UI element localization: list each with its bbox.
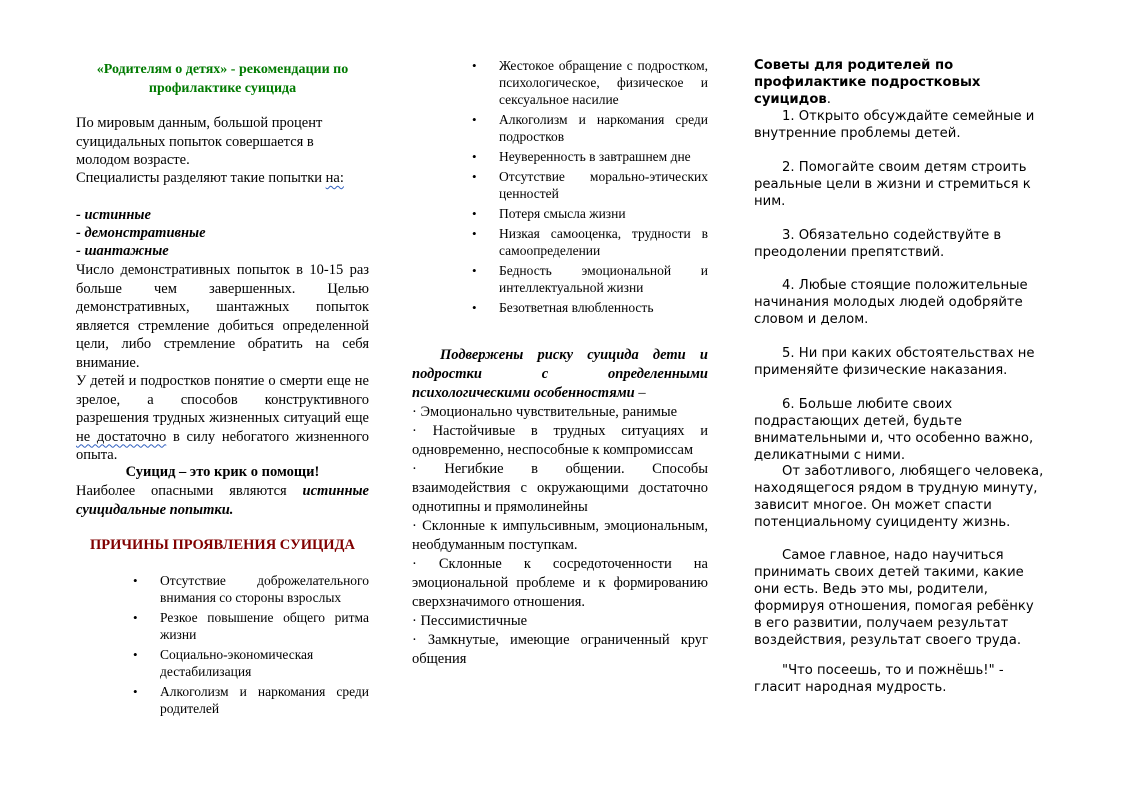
tip-2: 2. Помогайте своим детям строить реальные цели в жизни и стремиться к ним.: [754, 160, 1031, 209]
tip-6: 6. Больше любите своих подрастающих детей, будьте внимательными и, что особенно важно, деликатными с ними.: [754, 397, 1034, 463]
folk-wisdom: "Что посеешь, то и пожнёшь!" - гласит народная мудрость.: [754, 663, 1004, 695]
tip-1: 1. Открыто обсуждайте семейные и внутренние проблемы детей.: [754, 109, 1035, 141]
brochure-title: «Родителям о детях» - рекомендации по профилактике суицида: [96, 62, 349, 96]
death-concept-paragraph: У детей и подростков понятие о смерти еще не зрелое, а способов конструктивного разрешения трудных жизненных ситуаций еще не достаточно в силу небогатого жизненного опыта.: [76, 373, 369, 463]
risk-section: [412, 346, 708, 669]
list-item: • Алкоголизм и наркомания среди родителей: [160, 683, 369, 717]
trait-item: · Пессимистичные: [412, 613, 528, 629]
tip-3: 3. Обязательно содействуйте в преодолении препятствий.: [754, 228, 1002, 260]
list-item: • Бедность эмоциональной и интеллектуальной жизни: [499, 262, 708, 296]
intro-paragraph: По мировым данным, большой процент суицидальных попыток совершается в молодом возрасте.: [76, 115, 323, 168]
list-item: • Безответная влюбленность: [499, 299, 708, 316]
causes-heading: ПРИЧИНЫ ПРОЯВЛЕНИЯ СУИЦИДА: [89, 537, 355, 553]
list-item: • Жестокое обращение с подростком, психологическое, физическое и сексуальное насилие: [499, 57, 708, 108]
list-item: • Отсутствие доброжелательного внимания со стороны взрослых: [160, 572, 369, 606]
trait-item: · Настойчивые в трудных ситуациях и одновременно, неспособные к компромиссам: [412, 423, 708, 458]
danger-paragraph: Наиболее опасными являются истинные суицидальные попытки.: [76, 483, 369, 518]
list-item: • Неуверенность в завтрашнем дне: [499, 148, 708, 165]
acceptance-paragraph: Самое главное, надо научиться принимать своих детей такими, какие они есть. Ведь это мы, родители, формируя отношения, помогая ребёнку в его развитии, получаем результат воздействия, результат своего труда.: [754, 548, 1034, 648]
type-true: - истинные: [76, 207, 151, 223]
type-blackmail: - шантажные: [76, 243, 169, 259]
advice-heading: Советы для родителей по профилактике подростковых суицидов.: [754, 58, 981, 107]
types-intro: Специалисты разделяют такие попытки на:: [76, 170, 344, 186]
risk-heading: Подвержены риску суицида дети и подростки с определенными психологическими особенностями –: [412, 347, 708, 401]
causes-list-part1: [160, 572, 369, 720]
list-item: • Потеря смысла жизни: [499, 205, 708, 222]
list-item: • Алкоголизм и наркомания среди подростков: [499, 111, 708, 145]
trait-item: · Эмоционально чувствительные, ранимые: [412, 404, 678, 420]
tip-5: 5. Ни при каких обстоятельствах не применяйте физические наказания.: [754, 346, 1035, 378]
type-demonstrative: - демонстративные: [76, 225, 206, 241]
list-item: • Резкое повышение общего ритма жизни: [160, 609, 369, 643]
caring-paragraph: От заботливого, любящего человека, находящегося рядом в трудную минуту, зависит многое. Он может спасти потенциальному суициденту жизнь.: [754, 464, 1044, 530]
trait-item: · Склонные к сосредоточенности на эмоциональной проблеме и к формированию сверхзначимого отношения.: [412, 556, 708, 610]
list-item: • Отсутствие морально-этических ценностей: [499, 168, 708, 202]
demonstrative-paragraph: Число демонстративных попыток в 10-15 раз больше чем завершенных. Целью демонстративных, шантажных попыток является стремление добиться определенной цели, либо стремление обратить на себя внимание.: [76, 262, 369, 371]
tip-4: 4. Любые стоящие положительные начинания молодых людей одобряйте словом и делом.: [754, 278, 1028, 327]
list-item: • Социально-экономическая дестабилизация: [160, 646, 369, 680]
trait-item: · Склонные к импульсивным, эмоциональным, необдуманным поступкам.: [412, 518, 708, 553]
causes-list-part2: [499, 57, 708, 319]
list-item: • Низкая самооценка, трудности в самоопределении: [499, 225, 708, 259]
trait-item: · Замкнутые, имеющие ограниченный круг общения: [412, 632, 708, 667]
cry-for-help: Суицид – это крик о помощи!: [125, 464, 320, 480]
trait-item: · Негибкие в общении. Способы взаимодействия с окружающими достаточно однотипны и прямолинейны: [412, 461, 708, 515]
